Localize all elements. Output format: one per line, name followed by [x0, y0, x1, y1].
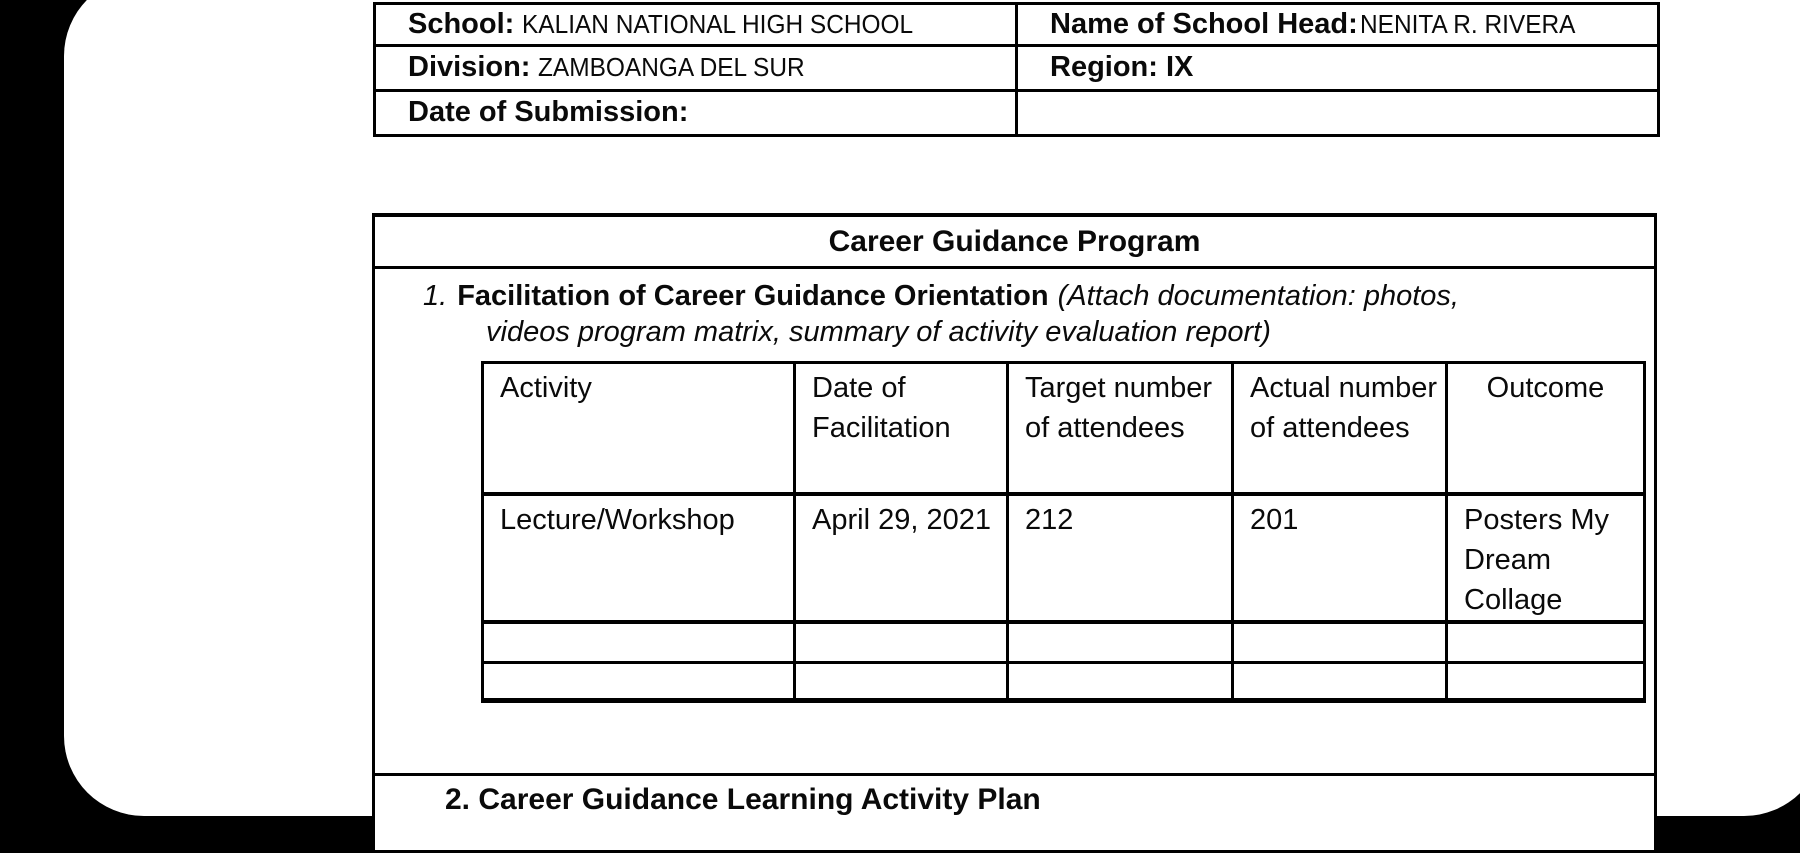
empty-cell: [1008, 622, 1233, 663]
division-label: Division:: [408, 51, 531, 84]
activity-row-2-empty: [483, 622, 1645, 663]
section1-note-line1: (Attach documentation: photos,: [1057, 280, 1459, 312]
empty-cell: [795, 663, 1008, 701]
cell-actual: 201: [1233, 494, 1447, 622]
program-title: Career Guidance Program: [375, 217, 1654, 269]
empty-cell: [483, 622, 795, 663]
header-target-attendees: Target number of attendees: [1008, 363, 1233, 494]
activity-row-3-empty: [483, 663, 1645, 701]
header-activity: Activity: [483, 363, 795, 494]
school-info-table: [373, 2, 1660, 137]
empty-cell: [483, 663, 795, 701]
cell-activity: Lecture/Workshop: [483, 494, 795, 622]
activity-table-header-row: [483, 363, 1645, 494]
career-guidance-program-table: [372, 213, 1657, 853]
empty-cell: [795, 622, 1008, 663]
header-outcome: Outcome: [1447, 363, 1645, 494]
empty-cell: [1447, 622, 1645, 663]
empty-cell: [1233, 622, 1447, 663]
school-cell: [375, 4, 1017, 46]
section1-heading-line: [423, 276, 1459, 316]
date-of-submission-cell: [375, 90, 1017, 135]
division-cell: [375, 45, 1017, 90]
region-value: IX: [1165, 51, 1194, 84]
activity-table: [481, 361, 1646, 703]
section2-heading: 2. Career Guidance Learning Activity Plan: [375, 773, 1654, 818]
empty-cell: [1017, 90, 1659, 135]
school-value: KALIAN NATIONAL HIGH SCHOOL: [522, 8, 914, 39]
date-of-submission-label: Date of Submission:: [408, 96, 689, 129]
empty-cell: [1447, 663, 1645, 701]
school-label: School:: [408, 7, 515, 40]
school-head-cell: [1017, 4, 1659, 46]
section1-heading: Facilitation of Career Guidance Orientation: [457, 280, 1049, 312]
cell-target: 212: [1008, 494, 1233, 622]
division-value: ZAMBOANGA DEL SUR: [538, 52, 806, 83]
activity-row-1: [483, 494, 1645, 622]
region-label: Region:: [1050, 51, 1158, 84]
cell-date: April 29, 2021: [795, 494, 1008, 622]
empty-cell: [1008, 663, 1233, 701]
header-date-of-facilitation: Date of Facilitation: [795, 363, 1008, 494]
school-head-label: Name of School Head:: [1050, 7, 1358, 40]
header-actual-attendees: Actual number of attendees: [1233, 363, 1447, 494]
section1-note-line2: videos program matrix, summary of activity evaluation report): [486, 316, 1271, 348]
empty-cell: [1233, 663, 1447, 701]
section1-number: 1.: [423, 280, 448, 312]
cell-outcome: Posters My Dream Collage: [1447, 494, 1645, 622]
region-cell: [1017, 45, 1659, 90]
school-head-value: NENITA R. RIVERA: [1359, 8, 1576, 39]
